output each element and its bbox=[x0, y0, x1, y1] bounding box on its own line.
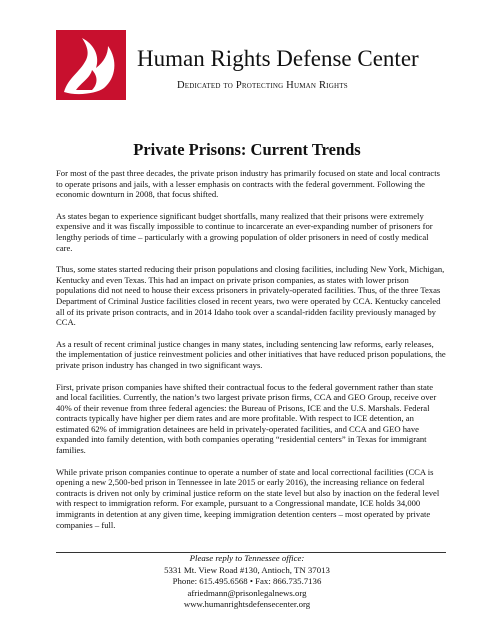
document-title: Private Prisons: Current Trends bbox=[133, 140, 361, 159]
contact-footer bbox=[0, 553, 494, 611]
phone-fax: Phone: 615.495.6568 • Fax: 866.735.7136 bbox=[172, 576, 322, 586]
paragraph: While private prison companies continue to operate a number of state and local correctional facilities (CCA is opening a new 2,500-bed prison in Tennessee in late 2015 or early 2016), the increasing reliance on federal contracts is driven not only by criminal justice reform on the state level but also by inaction on the federal level with respect to immigration reform. For example, pursuant to a Congressional mandate, ICE holds 34,000 immigrants in detention at any given time, keeping immigration detention centers – most operated by private companies – full. bbox=[56, 466, 440, 530]
paragraph: As a result of recent criminal justice changes in many states, including sentencing law reforms, early releases, the implementation of justice reinvestment policies and other initiatives that have reduced prison populations, the private prison industry has changed in two significant ways. bbox=[56, 338, 446, 370]
document-body bbox=[56, 168, 446, 541]
reply-instruction: Please reply to Tennessee office: bbox=[189, 553, 305, 563]
hrdc-flame-logo-icon bbox=[56, 30, 126, 100]
website-link[interactable]: www.humanrightsdefensecenter.org bbox=[183, 599, 311, 609]
organization-tagline: Dedicated to Protecting Human Rights bbox=[177, 80, 348, 91]
organization-name: Human Rights Defense Center bbox=[137, 46, 419, 71]
paragraph: Thus, some states started reducing their prison populations and closing facilities, including New York, Michigan, Kentucky and even Texas. This had an impact on private prison companies, as states with lower prison populations did not need to house their excess prisoners in privately-operated facilities. Thus, of the three Texas Department of Criminal Justice facilities closed in recent years, two were operated by CCA. Kentucky canceled all of its private prison contracts, and in 2014 Idaho took over a scandal-ridden facility previously managed by CCA. bbox=[56, 264, 445, 328]
paragraph: First, private prison companies have shifted their contractual focus to the federal government rather than state and local facilities. Currently, the nation’s two largest private prison firms, CCA and GEO Group, receive over 40% of their revenue from three federal agencies: the Bureau of Prisons, ICE and the U.S. Marshals. Federal contracts typically have higher per diem rates and are more profitable. With respect to ICE detention, an estimated 62% of immigration detainees are held in privately-operated facilities, and CCA and GEO have expanded into family detention, with both companies operating “residential centers” in Texas for immigrant families. bbox=[56, 381, 437, 456]
mailing-address: 5331 Mt. View Road #130, Antioch, TN 37013 bbox=[164, 564, 330, 575]
email-link[interactable]: afriedmann@prisonlegalnews.org bbox=[187, 587, 307, 598]
paragraph: For most of the past three decades, the private prison industry has primarily focused on state and local contracts to operate prisons and jails, with a lesser emphasis on contracts with the federal government. Following the economic downturn in 2008, that focus shifted. bbox=[56, 168, 440, 200]
paragraph: As states began to experience significant budget shortfalls, many realized that their prisons were extremely expensive and it was fiscally impossible to continue to incarcerate an ever-expanding number of prisoners for lengthy periods of time – particularly with a growing population of older prisoners in need of costly medical care. bbox=[56, 210, 433, 253]
